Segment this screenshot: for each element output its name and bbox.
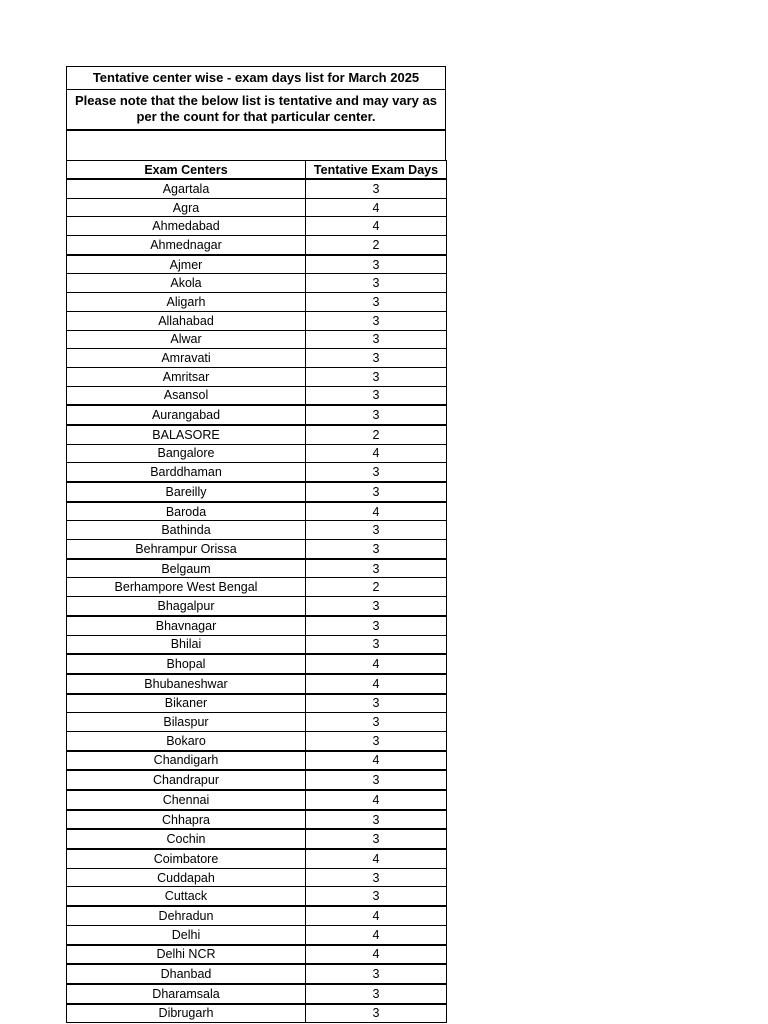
exam-days-cell: 3 bbox=[306, 713, 447, 732]
table-row bbox=[67, 482, 447, 502]
table-row bbox=[67, 386, 447, 405]
table-row bbox=[67, 367, 447, 386]
column-header-exam-centers: Exam Centers bbox=[67, 161, 306, 180]
exam-center-cell: Delhi NCR bbox=[67, 945, 306, 965]
exam-days-cell: 4 bbox=[306, 849, 447, 868]
table-row bbox=[67, 694, 447, 713]
exam-center-cell: Bhilai bbox=[67, 635, 306, 654]
exam-center-cell: Allahabad bbox=[67, 311, 306, 330]
exam-center-cell: Agartala bbox=[67, 179, 306, 198]
table-row bbox=[67, 597, 447, 616]
exam-center-cell: Ahmednagar bbox=[67, 236, 306, 255]
exam-days-cell: 4 bbox=[306, 674, 447, 694]
table-row bbox=[67, 751, 447, 771]
exam-days-cell: 4 bbox=[306, 790, 447, 810]
exam-days-cell: 3 bbox=[306, 887, 447, 906]
exam-days-cell: 3 bbox=[306, 386, 447, 405]
exam-days-cell: 4 bbox=[306, 945, 447, 965]
exam-days-cell: 2 bbox=[306, 578, 447, 597]
table-row bbox=[67, 179, 447, 198]
exam-days-cell: 3 bbox=[306, 810, 447, 830]
exam-days-cell: 4 bbox=[306, 906, 447, 925]
exam-center-cell: Amravati bbox=[67, 349, 306, 368]
exam-center-cell: Cochin bbox=[67, 829, 306, 849]
exam-center-cell: Baroda bbox=[67, 502, 306, 521]
exam-center-cell: Akola bbox=[67, 274, 306, 293]
exam-days-cell: 3 bbox=[306, 330, 447, 349]
table-row bbox=[67, 405, 447, 425]
table-row bbox=[67, 425, 447, 444]
exam-center-cell: Barddhaman bbox=[67, 463, 306, 482]
table-row bbox=[67, 635, 447, 654]
table-row bbox=[67, 945, 447, 965]
exam-center-cell: Cuddapah bbox=[67, 868, 306, 887]
spreadsheet bbox=[66, 66, 446, 1023]
table-row bbox=[67, 810, 447, 830]
table-row bbox=[67, 559, 447, 578]
table-row bbox=[67, 236, 447, 255]
sheet-title: Tentative center wise - exam days list for March 2025 bbox=[66, 66, 446, 90]
table-row bbox=[67, 502, 447, 521]
table-row bbox=[67, 540, 447, 559]
exam-days-cell: 3 bbox=[306, 274, 447, 293]
exam-days-cell: 3 bbox=[306, 255, 447, 274]
table-row bbox=[67, 463, 447, 482]
exam-center-cell: Dhanbad bbox=[67, 964, 306, 984]
exam-center-cell: Bhavnagar bbox=[67, 616, 306, 635]
table-row bbox=[67, 829, 447, 849]
table-row bbox=[67, 906, 447, 925]
column-header-exam-days: Tentative Exam Days bbox=[306, 161, 447, 180]
exam-days-cell: 3 bbox=[306, 463, 447, 482]
table-row bbox=[67, 654, 447, 674]
table-row bbox=[67, 330, 447, 349]
empty-row bbox=[66, 131, 446, 160]
exam-center-cell: Bokaro bbox=[67, 731, 306, 750]
table-row bbox=[67, 887, 447, 906]
table-row bbox=[67, 293, 447, 312]
table-row bbox=[67, 964, 447, 984]
table-row bbox=[67, 925, 447, 944]
exam-days-cell: 3 bbox=[306, 540, 447, 559]
exam-center-cell: Ahmedabad bbox=[67, 217, 306, 236]
exam-days-cell: 4 bbox=[306, 654, 447, 674]
tentative-note: Please note that the below list is tentative and may vary as per the count for that particular center. bbox=[66, 90, 446, 131]
exam-center-cell: Delhi bbox=[67, 925, 306, 944]
table-header-row bbox=[67, 161, 447, 180]
table-row bbox=[67, 444, 447, 463]
table-row bbox=[67, 868, 447, 887]
exam-center-cell: Belgaum bbox=[67, 559, 306, 578]
table-row bbox=[67, 984, 447, 1004]
table-row bbox=[67, 349, 447, 368]
table-row bbox=[67, 578, 447, 597]
exam-days-cell: 3 bbox=[306, 179, 447, 198]
table-row bbox=[67, 255, 447, 274]
table-row bbox=[67, 849, 447, 868]
exam-days-cell: 3 bbox=[306, 521, 447, 540]
exam-days-cell: 3 bbox=[306, 984, 447, 1004]
exam-center-cell: Berhampore West Bengal bbox=[67, 578, 306, 597]
exam-center-cell: Aligarh bbox=[67, 293, 306, 312]
exam-days-cell: 3 bbox=[306, 635, 447, 654]
exam-center-cell: Coimbatore bbox=[67, 849, 306, 868]
exam-center-cell: Dharamsala bbox=[67, 984, 306, 1004]
exam-center-cell: Chandrapur bbox=[67, 770, 306, 790]
exam-center-cell: Chhapra bbox=[67, 810, 306, 830]
exam-center-cell: Bangalore bbox=[67, 444, 306, 463]
exam-days-cell: 4 bbox=[306, 217, 447, 236]
exam-center-cell: Ajmer bbox=[67, 255, 306, 274]
exam-days-cell: 3 bbox=[306, 731, 447, 750]
exam-days-cell: 3 bbox=[306, 349, 447, 368]
table-row bbox=[67, 521, 447, 540]
exam-center-cell: Asansol bbox=[67, 386, 306, 405]
exam-days-cell: 3 bbox=[306, 367, 447, 386]
exam-days-cell: 2 bbox=[306, 425, 447, 444]
exam-center-cell: Bikaner bbox=[67, 694, 306, 713]
exam-days-cell: 3 bbox=[306, 964, 447, 984]
exam-days-cell: 3 bbox=[306, 559, 447, 578]
exam-center-cell: Bhopal bbox=[67, 654, 306, 674]
exam-center-cell: Bathinda bbox=[67, 521, 306, 540]
exam-days-cell: 4 bbox=[306, 925, 447, 944]
exam-center-cell: Cuttack bbox=[67, 887, 306, 906]
exam-center-cell: Amritsar bbox=[67, 367, 306, 386]
exam-days-cell: 3 bbox=[306, 694, 447, 713]
table-row bbox=[67, 713, 447, 732]
exam-days-cell: 4 bbox=[306, 444, 447, 463]
exam-days-cell: 4 bbox=[306, 751, 447, 771]
exam-center-cell: Bhagalpur bbox=[67, 597, 306, 616]
exam-center-cell: Alwar bbox=[67, 330, 306, 349]
exam-center-cell: Bilaspur bbox=[67, 713, 306, 732]
exam-days-cell: 3 bbox=[306, 597, 447, 616]
table-row bbox=[67, 790, 447, 810]
exam-center-cell: Chandigarh bbox=[67, 751, 306, 771]
exam-days-cell: 4 bbox=[306, 502, 447, 521]
table-row bbox=[67, 731, 447, 750]
table-row bbox=[67, 217, 447, 236]
table-row bbox=[67, 274, 447, 293]
exam-days-cell: 3 bbox=[306, 405, 447, 425]
exam-centers-table bbox=[66, 160, 447, 1023]
table-body bbox=[67, 179, 447, 1023]
exam-days-cell: 3 bbox=[306, 1004, 447, 1023]
exam-center-cell: Chennai bbox=[67, 790, 306, 810]
table-row bbox=[67, 311, 447, 330]
exam-center-cell: Dibrugarh bbox=[67, 1004, 306, 1023]
exam-days-cell: 2 bbox=[306, 236, 447, 255]
exam-center-cell: Bareilly bbox=[67, 482, 306, 502]
exam-center-cell: Dehradun bbox=[67, 906, 306, 925]
exam-center-cell: Bhubaneshwar bbox=[67, 674, 306, 694]
exam-days-cell: 3 bbox=[306, 616, 447, 635]
exam-days-cell: 3 bbox=[306, 293, 447, 312]
exam-days-cell: 3 bbox=[306, 770, 447, 790]
exam-days-cell: 3 bbox=[306, 868, 447, 887]
table-row bbox=[67, 198, 447, 217]
table-row bbox=[67, 1004, 447, 1023]
exam-center-cell: Aurangabad bbox=[67, 405, 306, 425]
table-row bbox=[67, 616, 447, 635]
table-row bbox=[67, 770, 447, 790]
exam-center-cell: Behrampur Orissa bbox=[67, 540, 306, 559]
exam-days-cell: 3 bbox=[306, 482, 447, 502]
exam-days-cell: 3 bbox=[306, 311, 447, 330]
exam-center-cell: BALASORE bbox=[67, 425, 306, 444]
exam-center-cell: Agra bbox=[67, 198, 306, 217]
exam-days-cell: 4 bbox=[306, 198, 447, 217]
exam-days-cell: 3 bbox=[306, 829, 447, 849]
table-row bbox=[67, 674, 447, 694]
